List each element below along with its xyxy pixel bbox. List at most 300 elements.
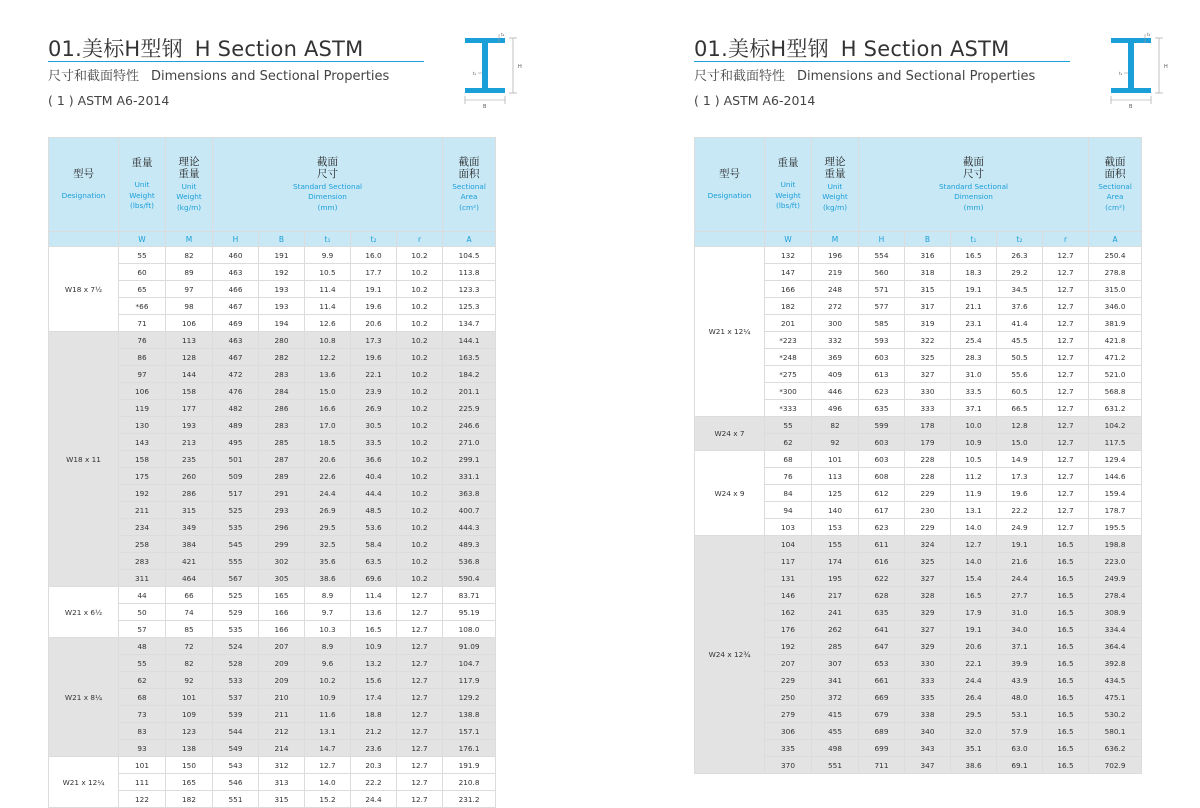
value-cell: 45.5 <box>997 332 1043 349</box>
value-cell: 10.0 <box>951 417 997 434</box>
value-cell: 11.4 <box>305 298 351 315</box>
value-cell: 10.5 <box>305 264 351 281</box>
value-cell: 41.4 <box>997 315 1043 332</box>
value-cell: 296 <box>259 519 305 536</box>
value-cell: 463 <box>213 332 259 349</box>
value-cell: 89 <box>166 264 213 281</box>
web-label: t₁ <box>1119 71 1123 76</box>
value-cell: 335 <box>765 740 812 757</box>
value-cell: 524 <box>213 638 259 655</box>
value-cell: 76 <box>765 468 812 485</box>
left-page <box>0 0 600 806</box>
value-cell: 271.0 <box>443 434 496 451</box>
value-cell: 68 <box>119 689 166 706</box>
value-cell: 177 <box>166 400 213 417</box>
value-cell: 55 <box>765 417 812 434</box>
value-cell: 612 <box>859 485 905 502</box>
value-cell: 20.6 <box>951 638 997 655</box>
value-cell: 536.8 <box>443 553 496 570</box>
value-cell: 12.7 <box>397 689 443 706</box>
h-beam-icon <box>1111 38 1151 93</box>
value-cell: 262 <box>812 621 859 638</box>
table-row <box>695 247 1142 264</box>
value-cell: 20.3 <box>351 757 397 774</box>
value-cell: 38.6 <box>951 757 997 774</box>
value-cell: 66.5 <box>997 400 1043 417</box>
designation-header: 型号 Designation <box>695 138 765 232</box>
value-cell: 22.1 <box>351 366 397 383</box>
value-cell: 15.0 <box>305 383 351 400</box>
value-cell: 35.1 <box>951 740 997 757</box>
value-cell: 26.9 <box>305 502 351 519</box>
value-cell: 10.2 <box>397 349 443 366</box>
value-cell: 31.0 <box>997 604 1043 621</box>
value-cell: 14.0 <box>951 553 997 570</box>
value-cell: 10.3 <box>305 621 351 638</box>
value-cell: 104.7 <box>443 655 496 672</box>
value-cell: 9.7 <box>305 604 351 621</box>
value-cell: 155 <box>812 536 859 553</box>
value-cell: 10.2 <box>305 672 351 689</box>
value-cell: 229 <box>905 485 951 502</box>
value-cell: 616 <box>859 553 905 570</box>
value-cell: 14.9 <box>997 451 1043 468</box>
value-cell: 590.4 <box>443 570 496 587</box>
value-cell: 134.7 <box>443 315 496 332</box>
value-cell: 329 <box>905 638 951 655</box>
value-cell: 635 <box>859 400 905 417</box>
value-cell: 260 <box>166 468 213 485</box>
value-cell: 617 <box>859 502 905 519</box>
value-cell: 16.5 <box>1043 587 1089 604</box>
value-cell: 10.8 <box>305 332 351 349</box>
height-label: H <box>1164 64 1168 70</box>
value-cell: 291 <box>259 485 305 502</box>
value-cell: 12.7 <box>397 672 443 689</box>
value-cell: 94 <box>765 502 812 519</box>
value-cell: 525 <box>213 502 259 519</box>
value-cell: 108.0 <box>443 621 496 638</box>
value-cell: 10.2 <box>397 519 443 536</box>
value-cell: 166 <box>259 621 305 638</box>
value-cell: 229 <box>765 672 812 689</box>
value-cell: 307 <box>812 655 859 672</box>
value-cell: 97 <box>166 281 213 298</box>
value-cell: 123 <box>166 723 213 740</box>
value-cell: 209 <box>259 655 305 672</box>
value-cell: 140 <box>812 502 859 519</box>
value-cell: 14.0 <box>305 774 351 791</box>
value-cell: 179 <box>905 434 951 451</box>
value-cell: 10.2 <box>397 298 443 315</box>
value-cell: 415 <box>812 706 859 723</box>
value-cell: 555 <box>213 553 259 570</box>
value-cell: *333 <box>765 400 812 417</box>
value-cell: 341 <box>812 672 859 689</box>
value-cell: 62 <box>765 434 812 451</box>
symbol-4: t₁ <box>305 232 351 247</box>
value-cell: 369 <box>812 349 859 366</box>
value-cell: 166 <box>765 281 812 298</box>
value-cell: 10.9 <box>951 434 997 451</box>
value-cell: 26.9 <box>351 400 397 417</box>
symbol-5: t₂ <box>997 232 1043 247</box>
designation-cell: W21 x 12¼ <box>695 247 765 417</box>
value-cell: 68 <box>765 451 812 468</box>
value-cell: 106 <box>166 315 213 332</box>
value-cell: 12.7 <box>1043 366 1089 383</box>
designation-cell: W18 x 11 <box>49 332 119 587</box>
value-cell: 219 <box>812 264 859 281</box>
value-cell: 283 <box>119 553 166 570</box>
value-cell: 331.1 <box>443 468 496 485</box>
value-cell: 363.8 <box>443 485 496 502</box>
value-cell: 613 <box>859 366 905 383</box>
value-cell: 279 <box>765 706 812 723</box>
value-cell: 699 <box>859 740 905 757</box>
value-cell: 13.1 <box>951 502 997 519</box>
value-cell: 460 <box>213 247 259 264</box>
value-cell: 409 <box>812 366 859 383</box>
value-cell: 381.9 <box>1089 315 1142 332</box>
value-cell: 12.7 <box>1043 434 1089 451</box>
value-cell: 16.5 <box>1043 655 1089 672</box>
symbol-7: A <box>1089 232 1142 247</box>
value-cell: 482 <box>213 400 259 417</box>
value-cell: 223.0 <box>1089 553 1142 570</box>
value-cell: 34.0 <box>997 621 1043 638</box>
value-cell: 12.7 <box>397 638 443 655</box>
value-cell: 249.9 <box>1089 570 1142 587</box>
value-cell: 334.4 <box>1089 621 1142 638</box>
value-cell: 498 <box>812 740 859 757</box>
value-cell: 12.7 <box>397 723 443 740</box>
value-cell: 711 <box>859 757 905 774</box>
subtitle-cn: 尺寸和截面特性 <box>694 69 786 84</box>
value-cell: 53.6 <box>351 519 397 536</box>
value-cell: 33.5 <box>951 383 997 400</box>
value-cell: 178 <box>905 417 951 434</box>
value-cell: 12.7 <box>397 604 443 621</box>
value-cell: 289 <box>259 468 305 485</box>
value-cell: 16.0 <box>351 247 397 264</box>
value-cell: 13.6 <box>305 366 351 383</box>
value-cell: 533 <box>213 672 259 689</box>
value-cell: 178.7 <box>1089 502 1142 519</box>
value-cell: 192 <box>259 264 305 281</box>
value-cell: 16.5 <box>1043 723 1089 740</box>
value-cell: 12.6 <box>305 315 351 332</box>
subtitle-en: Dimensions and Sectional Properties <box>797 69 1036 84</box>
value-cell: 8.9 <box>305 638 351 655</box>
title-cn: 01.美标H型钢 <box>48 37 183 61</box>
symbol-5: t₂ <box>351 232 397 247</box>
value-cell: 69.6 <box>351 570 397 587</box>
value-cell: 97 <box>119 366 166 383</box>
height-label: H <box>518 64 522 70</box>
value-cell: 546 <box>213 774 259 791</box>
value-cell: 285 <box>259 434 305 451</box>
value-cell: 91.09 <box>443 638 496 655</box>
value-cell: 311 <box>119 570 166 587</box>
value-cell: 22.6 <box>305 468 351 485</box>
value-cell: 37.1 <box>997 638 1043 655</box>
value-cell: 19.1 <box>351 281 397 298</box>
value-cell: 636.2 <box>1089 740 1142 757</box>
value-cell: 17.9 <box>951 604 997 621</box>
value-cell: 16.5 <box>1043 672 1089 689</box>
value-cell: 608 <box>859 468 905 485</box>
value-cell: 10.2 <box>397 247 443 264</box>
value-cell: 165 <box>259 587 305 604</box>
value-cell: 83.71 <box>443 587 496 604</box>
value-cell: 335 <box>905 689 951 706</box>
value-cell: 10.2 <box>397 264 443 281</box>
value-cell: 12.7 <box>1043 451 1089 468</box>
value-cell: 211 <box>259 706 305 723</box>
value-cell: *275 <box>765 366 812 383</box>
value-cell: 280 <box>259 332 305 349</box>
value-cell: 16.5 <box>1043 638 1089 655</box>
value-cell: 12.7 <box>1043 281 1089 298</box>
value-cell: 603 <box>859 434 905 451</box>
width-label: B <box>1129 104 1133 110</box>
value-cell: 84 <box>765 485 812 502</box>
value-cell: 611 <box>859 536 905 553</box>
value-cell: 10.2 <box>397 383 443 400</box>
value-cell: 421.8 <box>1089 332 1142 349</box>
value-cell: 12.7 <box>1043 485 1089 502</box>
value-cell: 32.0 <box>951 723 997 740</box>
value-cell: 93 <box>119 740 166 757</box>
designation-symbol-cell <box>695 232 765 247</box>
value-cell: 163.5 <box>443 349 496 366</box>
symbol-0: W <box>765 232 812 247</box>
value-cell: 13.1 <box>305 723 351 740</box>
value-cell: 27.7 <box>997 587 1043 604</box>
value-cell: 509 <box>213 468 259 485</box>
value-cell: 12.8 <box>997 417 1043 434</box>
page-subtitle <box>694 65 1035 84</box>
title-cn: 01.美标H型钢 <box>694 37 829 61</box>
value-cell: 95.19 <box>443 604 496 621</box>
value-cell: 21.2 <box>351 723 397 740</box>
value-cell: 24.9 <box>997 519 1043 536</box>
value-cell: 162 <box>765 604 812 621</box>
designation-symbol-cell <box>49 232 119 247</box>
value-cell: 33.5 <box>351 434 397 451</box>
value-cell: 19.1 <box>997 536 1043 553</box>
value-cell: 11.4 <box>351 587 397 604</box>
value-cell: 213 <box>166 434 213 451</box>
value-cell: 146 <box>765 587 812 604</box>
table-row <box>695 536 1142 553</box>
value-cell: 599 <box>859 417 905 434</box>
value-cell: 434.5 <box>1089 672 1142 689</box>
value-cell: 372 <box>812 689 859 706</box>
symbol-3: B <box>259 232 305 247</box>
table-row <box>49 587 496 604</box>
value-cell: 11.4 <box>305 281 351 298</box>
value-cell: 138.8 <box>443 706 496 723</box>
sectional-dimension-header: 截面 尺寸 Standard Sectional Dimension (mm) <box>859 138 1089 232</box>
value-cell: 101 <box>119 757 166 774</box>
value-cell: 299.1 <box>443 451 496 468</box>
value-cell: 622 <box>859 570 905 587</box>
value-cell: 24.4 <box>351 791 397 808</box>
value-cell: 104 <box>765 536 812 553</box>
value-cell: 92 <box>166 672 213 689</box>
value-cell: 144.6 <box>1089 468 1142 485</box>
title-rule <box>48 61 424 62</box>
value-cell: 182 <box>765 298 812 315</box>
value-cell: 286 <box>166 485 213 502</box>
value-cell: 113 <box>166 332 213 349</box>
value-cell: 43.9 <box>997 672 1043 689</box>
unit-weight-kg-header: 理论 重量 Unit Weight (kg/m) <box>166 138 213 232</box>
value-cell: 15.6 <box>351 672 397 689</box>
value-cell: 12.7 <box>1043 383 1089 400</box>
value-cell: 554 <box>859 247 905 264</box>
value-cell: 530.2 <box>1089 706 1142 723</box>
value-cell: 12.7 <box>1043 400 1089 417</box>
value-cell: 144 <box>166 366 213 383</box>
value-cell: 24.4 <box>997 570 1043 587</box>
value-cell: 32.5 <box>305 536 351 553</box>
value-cell: 82 <box>166 247 213 264</box>
value-cell: 623 <box>859 383 905 400</box>
value-cell: 10.2 <box>397 536 443 553</box>
designation-header: 型号 Designation <box>49 138 119 232</box>
symbol-4: t₁ <box>951 232 997 247</box>
value-cell: 234 <box>119 519 166 536</box>
value-cell: 10.9 <box>305 689 351 706</box>
value-cell: 16.5 <box>1043 604 1089 621</box>
value-cell: 446 <box>812 383 859 400</box>
value-cell: 315.0 <box>1089 281 1142 298</box>
value-cell: 318 <box>905 264 951 281</box>
designation-cell: W24 x 12¾ <box>695 536 765 774</box>
value-cell: 669 <box>859 689 905 706</box>
value-cell: 567 <box>213 570 259 587</box>
value-cell: 10.2 <box>397 400 443 417</box>
value-cell: 495 <box>213 434 259 451</box>
value-cell: 278.8 <box>1089 264 1142 281</box>
value-cell: 14.0 <box>951 519 997 536</box>
value-cell: 228 <box>905 468 951 485</box>
table-row <box>49 332 496 349</box>
value-cell: 129.2 <box>443 689 496 706</box>
value-cell: 315 <box>166 502 213 519</box>
value-cell: 207 <box>259 638 305 655</box>
value-cell: 201.1 <box>443 383 496 400</box>
value-cell: 517 <box>213 485 259 502</box>
value-cell: 109 <box>166 706 213 723</box>
value-cell: 10.2 <box>397 332 443 349</box>
value-cell: 106 <box>119 383 166 400</box>
value-cell: 113 <box>812 468 859 485</box>
value-cell: 16.5 <box>951 587 997 604</box>
value-cell: 193 <box>166 417 213 434</box>
value-cell: 603 <box>859 451 905 468</box>
value-cell: 539 <box>213 706 259 723</box>
value-cell: 144.1 <box>443 332 496 349</box>
unit-weight-lbs-header: 重量 Unit Weight (lbs/ft) <box>119 138 166 232</box>
value-cell: 16.5 <box>1043 621 1089 638</box>
value-cell: 12.7 <box>1043 247 1089 264</box>
value-cell: 230 <box>905 502 951 519</box>
value-cell: 329 <box>905 604 951 621</box>
page-subtitle <box>48 65 389 84</box>
value-cell: 364.4 <box>1089 638 1142 655</box>
value-cell: 464 <box>166 570 213 587</box>
value-cell: 679 <box>859 706 905 723</box>
value-cell: 18.5 <box>305 434 351 451</box>
page-title <box>48 33 363 63</box>
table-row <box>695 417 1142 434</box>
value-cell: 466 <box>213 281 259 298</box>
value-cell: 10.9 <box>351 638 397 655</box>
value-cell: 327 <box>905 621 951 638</box>
dimensions-table <box>48 137 496 808</box>
value-cell: 60.5 <box>997 383 1043 400</box>
value-cell: 235 <box>166 451 213 468</box>
value-cell: 467 <box>213 349 259 366</box>
value-cell: 327 <box>905 570 951 587</box>
value-cell: 195 <box>812 570 859 587</box>
value-cell: 157.1 <box>443 723 496 740</box>
value-cell: 283 <box>259 417 305 434</box>
value-cell: 349 <box>166 519 213 536</box>
value-cell: 19.6 <box>997 485 1043 502</box>
value-cell: 560 <box>859 264 905 281</box>
value-cell: 209 <box>259 672 305 689</box>
value-cell: 23.1 <box>951 315 997 332</box>
value-cell: 12.7 <box>1043 315 1089 332</box>
value-cell: 327 <box>905 366 951 383</box>
value-cell: 195.5 <box>1089 519 1142 536</box>
value-cell: 131 <box>765 570 812 587</box>
value-cell: 10.2 <box>397 502 443 519</box>
value-cell: 333 <box>905 400 951 417</box>
value-cell: 194 <box>259 315 305 332</box>
value-cell: 293 <box>259 502 305 519</box>
value-cell: 315 <box>905 281 951 298</box>
value-cell: 92 <box>812 434 859 451</box>
value-cell: 472 <box>213 366 259 383</box>
value-cell: 338 <box>905 706 951 723</box>
value-cell: 10.5 <box>951 451 997 468</box>
value-cell: 12.7 <box>1043 502 1089 519</box>
value-cell: 346.0 <box>1089 298 1142 315</box>
value-cell: 17.0 <box>305 417 351 434</box>
value-cell: 53.1 <box>997 706 1043 723</box>
value-cell: 330 <box>905 655 951 672</box>
value-cell: 12.2 <box>305 349 351 366</box>
page-title <box>694 33 1009 63</box>
value-cell: 316 <box>905 247 951 264</box>
value-cell: 71 <box>119 315 166 332</box>
value-cell: 535 <box>213 519 259 536</box>
value-cell: 471.2 <box>1089 349 1142 366</box>
value-cell: 299 <box>259 536 305 553</box>
value-cell: 9.9 <box>305 247 351 264</box>
value-cell: 147 <box>765 264 812 281</box>
value-cell: 12.7 <box>397 740 443 757</box>
value-cell: *300 <box>765 383 812 400</box>
value-cell: 529 <box>213 604 259 621</box>
value-cell: 496 <box>812 400 859 417</box>
